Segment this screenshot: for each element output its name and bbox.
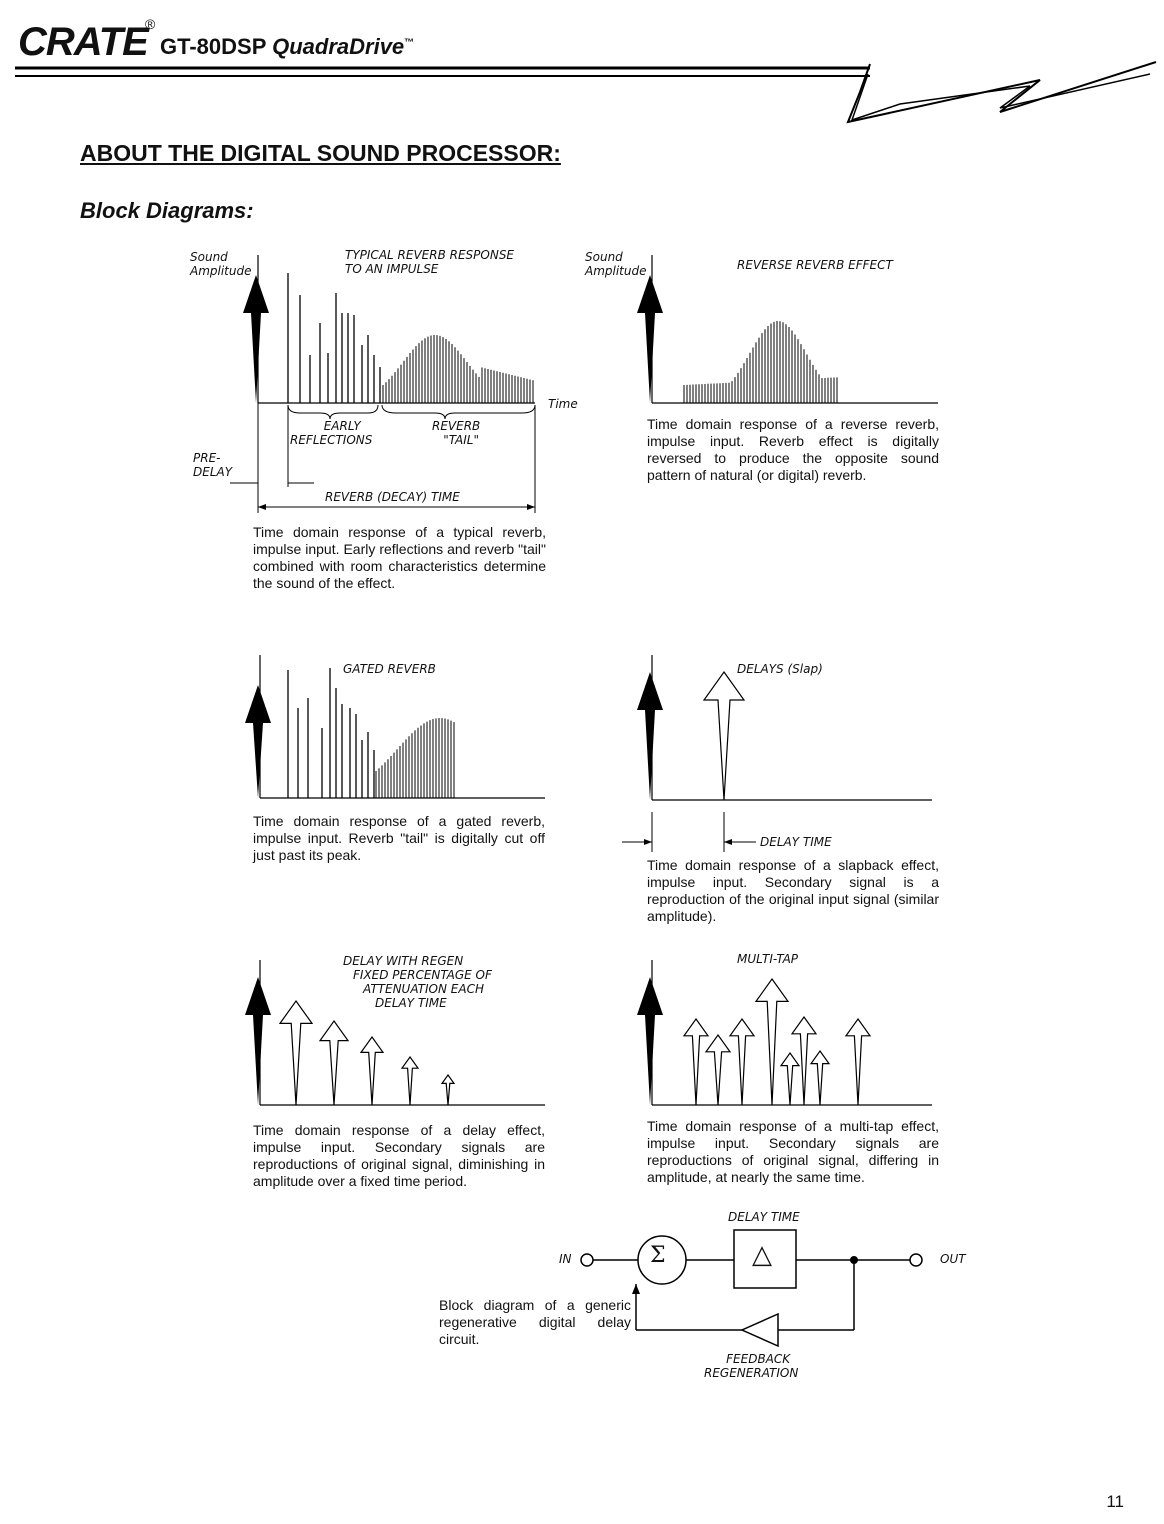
slap-title: DELAYS (Slap): [737, 662, 823, 676]
regen-echo-arrow: [402, 1057, 418, 1105]
gated-caption: Time domain response of a gated reverb, impulse input. Reverb "tail" is digitally cut off just past its peak.: [253, 813, 545, 863]
block-in-label: IN: [559, 1252, 572, 1266]
reverse-caption: Time domain response of a reverse reverb, impulse input. Reverb effect is digitally reversed to produce the opposite sound pattern of natural (or digital) reverb.: [647, 416, 939, 483]
regen-echo-arrow: [280, 1001, 312, 1105]
regen-title: DELAY WITH REGEN FIXED PERCENTAGE OF ATTENUATION EACH DELAY TIME: [343, 954, 492, 1010]
tap-arrow: [811, 1051, 829, 1105]
early-brace: [288, 405, 378, 419]
input-impulse-arrow: [243, 275, 269, 403]
page-number: 11: [1106, 1492, 1124, 1511]
input-impulse-arrow: [637, 672, 663, 800]
regen-caption: Time domain response of a delay effect, impulse input. Secondary signals are reproductions of original signal, diminishing in amplitude over a fixed time period.: [253, 1122, 545, 1189]
tap-arrow: [756, 979, 788, 1105]
trademark: ™: [404, 37, 415, 49]
typical-caption: Time domain response of a typical reverb, impulse input. Early reflections and reverb "tail" combined with room characteristics determine the sound of the effect.: [253, 524, 546, 591]
delay-arrow: [644, 839, 652, 845]
section-title: ABOUT THE DIGITAL SOUND PROCESSOR:: [80, 140, 561, 166]
decay-arrow-left: [258, 504, 266, 510]
input-impulse-arrow: [637, 977, 663, 1105]
input-impulse-arrow: [637, 275, 663, 403]
regen-echo-arrow: [442, 1075, 454, 1105]
multitap-caption: Time domain response of a multi-tap effect, impulse input. Secondary signals are reproductions of original signal, differing in amplitude, at nearly the same time.: [647, 1118, 939, 1185]
tap-arrow: [730, 1019, 754, 1105]
early-reflections-label: EARLY REFLECTIONS: [290, 419, 373, 447]
regen-echo-arrow: [361, 1037, 383, 1105]
gated-title: GATED REVERB: [343, 662, 436, 676]
tail-brace: [382, 405, 535, 419]
tap-arrow: [781, 1053, 799, 1105]
tap-arrow: [706, 1035, 730, 1105]
typical-reverb-diagram: [230, 255, 560, 515]
input-impulse-arrow: [245, 685, 271, 798]
sum-symbol: Σ: [650, 1243, 666, 1268]
reverse-reverb-diagram: [620, 255, 940, 415]
registered-mark: ®: [145, 16, 156, 32]
block-out-label: OUT: [940, 1252, 966, 1266]
delay-arrow: [724, 839, 732, 845]
reverse-y-label: Sound Amplitude: [585, 250, 647, 278]
typical-title: TYPICAL REVERB RESPONSE TO AN IMPULSE: [345, 248, 515, 276]
tap-arrow: [846, 1019, 870, 1105]
reverb-tail-label: REVERB "TAIL": [432, 419, 481, 447]
header-rule: [0, 0, 1164, 140]
in-terminal: [581, 1254, 593, 1266]
subsection-title: Block Diagrams:: [80, 198, 254, 223]
product-name: QuadraDrive: [272, 34, 405, 59]
block-delay-label: DELAY TIME: [728, 1210, 800, 1224]
multitap-diagram: [620, 955, 940, 1115]
feedback-amplifier: [742, 1314, 778, 1346]
multitap-title: MULTI-TAP: [737, 952, 799, 966]
out-terminal: [910, 1254, 922, 1266]
decay-arrow-right: [527, 504, 535, 510]
block-caption: Block diagram of a generic regenerative digital delay circuit.: [439, 1297, 631, 1347]
delay-symbol: △: [752, 1240, 772, 1270]
slap-caption: Time domain response of a slapback effect, impulse input. Secondary signal is a reproduction of the original input signal (similar amplitude).: [647, 857, 939, 924]
regen-delay-diagram: [230, 955, 550, 1115]
slap-delay-time-label: DELAY TIME: [760, 835, 832, 849]
gated-reverb-diagram: [230, 650, 550, 810]
reverse-title: REVERSE REVERB EFFECT: [737, 258, 893, 272]
feedback-label: FEEDBACK REGENERATION: [704, 1352, 799, 1380]
brand-logo: CRATE: [18, 20, 148, 64]
model-code: GT-80DSP: [160, 34, 266, 59]
typical-x-label: Time: [548, 397, 578, 411]
slap-echo-arrow: [704, 672, 744, 800]
input-impulse-arrow: [245, 977, 271, 1105]
decay-time-label: REVERB (DECAY) TIME: [325, 490, 460, 504]
slap-delay-diagram: [620, 650, 940, 855]
regen-echo-arrow: [320, 1021, 348, 1105]
typical-y-label: Sound Amplitude: [190, 250, 252, 278]
predelay-label: PRE- DELAY: [193, 451, 233, 479]
tap-arrow: [684, 1019, 708, 1105]
